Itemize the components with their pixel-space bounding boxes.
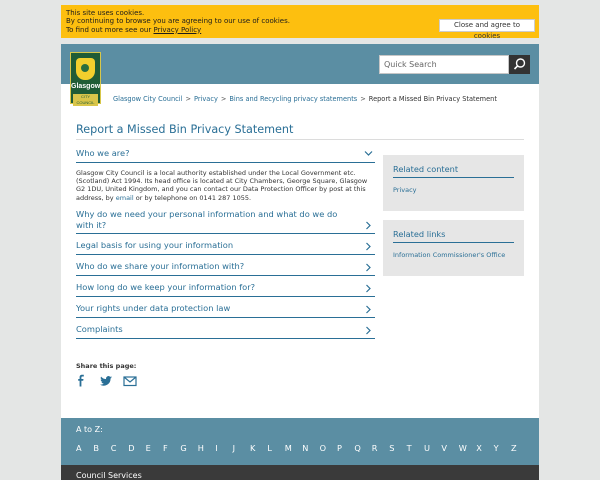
breadcrumb-separator: > — [220, 95, 227, 103]
related-links-box — [383, 220, 524, 276]
breadcrumb-separator: > — [185, 95, 191, 103]
glasgow-logo[interactable] — [70, 52, 101, 104]
atoz-letter-e[interactable]: E — [145, 443, 151, 453]
search-box — [379, 55, 509, 74]
chevron-right-icon — [364, 326, 373, 335]
related-content-box — [383, 155, 524, 211]
page-wrapper — [61, 44, 539, 480]
chevron-right-icon — [364, 221, 373, 230]
breadcrumb-privacy[interactable]: Privacy — [193, 95, 218, 103]
breadcrumb — [113, 95, 497, 103]
who-we-are-text-end: or by telephone on 0141 287 1055. — [135, 193, 252, 202]
atoz-letter-q[interactable]: Q — [354, 443, 361, 453]
accordion-rights[interactable] — [76, 303, 375, 318]
email-link[interactable]: email — [115, 193, 134, 202]
related-content-heading: Related content — [393, 164, 514, 178]
breadcrumb-bins[interactable]: Bins and Recycling privacy statements — [229, 95, 358, 103]
cookie-text-1: This site uses cookies. — [66, 9, 145, 17]
chevron-right-icon — [364, 263, 373, 272]
atoz-letter-r[interactable]: R — [371, 443, 378, 453]
council-services-footer — [61, 465, 539, 480]
atoz-letter-c[interactable]: C — [110, 443, 117, 453]
atoz-letter-f[interactable]: F — [163, 443, 168, 453]
atoz-letter-z[interactable]: Z — [511, 443, 517, 453]
atoz-letter-o[interactable]: O — [319, 443, 327, 453]
share-label: Share this page: — [76, 362, 137, 370]
search-input[interactable] — [380, 56, 508, 73]
atoz-letter-v[interactable]: V — [441, 443, 447, 453]
cookie-banner — [61, 5, 539, 38]
accordion-label: Who we are? — [76, 148, 130, 158]
atoz-footer — [61, 418, 539, 468]
atoz-letter-s[interactable]: S — [389, 443, 395, 453]
atoz-letter-a[interactable]: A — [76, 443, 82, 453]
accordion-why-we-need[interactable] — [76, 209, 375, 234]
related-links-link[interactable]: Information Commissioner's Office — [393, 251, 506, 259]
accordion-label: Who do we share your information with? — [76, 261, 245, 271]
breadcrumb-current: Report a Missed Bin Privacy Statement — [368, 95, 497, 103]
cookie-text-2: By continuing to browse you are agreeing to our use of cookies. — [66, 17, 290, 26]
title-divider — [76, 139, 524, 140]
crest-icon — [76, 58, 95, 80]
related-content-link[interactable]: Privacy — [393, 186, 417, 194]
page-title: Report a Missed Bin Privacy Statement — [76, 123, 294, 136]
email-icon[interactable] — [123, 374, 137, 388]
chevron-right-icon — [364, 242, 373, 251]
twitter-icon[interactable] — [99, 374, 113, 388]
atoz-letter-y[interactable]: Y — [493, 443, 499, 453]
logo-text: Glasgow — [71, 83, 101, 90]
chevron-right-icon — [364, 284, 373, 293]
search-button[interactable] — [509, 55, 530, 74]
search-icon — [509, 55, 530, 74]
atoz-letter-u[interactable]: U — [424, 443, 430, 453]
accordion-label: Your rights under data protection law — [76, 303, 231, 313]
chevron-down-icon — [364, 149, 373, 158]
atoz-letter-j[interactable]: J — [232, 443, 236, 453]
accordion-label: Legal basis for using your information — [76, 240, 234, 250]
accordion-share[interactable] — [76, 261, 375, 276]
chevron-right-icon — [364, 305, 373, 314]
privacy-policy-link[interactable]: Privacy Policy — [153, 25, 202, 34]
atoz-letter-m[interactable]: M — [284, 443, 292, 453]
accordion-label: Why do we need your personal information and what do we do with it? — [76, 209, 338, 230]
who-we-are-content — [76, 169, 374, 202]
atoz-letter-l[interactable]: L — [267, 443, 272, 453]
atoz-letter-k[interactable]: K — [250, 443, 256, 453]
facebook-icon[interactable] — [74, 374, 88, 388]
atoz-letter-i[interactable]: I — [215, 443, 218, 453]
site-header — [61, 44, 539, 84]
atoz-letter-p[interactable]: P — [337, 443, 342, 453]
atoz-letter-g[interactable]: G — [180, 443, 187, 453]
atoz-letter-n[interactable]: N — [302, 443, 309, 453]
cookie-text-prefix: To find out more see our — [66, 25, 152, 34]
accordion-label: Complaints — [76, 324, 123, 334]
accordion-who-we-are[interactable] — [76, 148, 375, 163]
council-services-heading: Council Services — [76, 471, 142, 480]
accordion-complaints[interactable] — [76, 324, 375, 339]
atoz-letter-w[interactable]: W — [458, 443, 467, 453]
accordion-how-long[interactable] — [76, 282, 375, 297]
related-links-heading: Related links — [393, 229, 514, 243]
atoz-label: A to Z: — [76, 425, 103, 434]
breadcrumb-home[interactable]: Glasgow City Council — [113, 95, 183, 103]
atoz-letter-x[interactable]: X — [476, 443, 482, 453]
who-we-are-text: Glasgow City Council is a local authority established under the Local Government etc. (Scotland) Act 1994. Its head office is located at City Chambers, George Square, Glasgow G2 1DU, United Kingdom, and you can contact our Data Protection Officer by post at this address, by — [76, 169, 368, 202]
breadcrumb-separator: > — [360, 95, 366, 103]
atoz-letter-b[interactable]: B — [93, 443, 100, 453]
logo-subtext: CITY COUNCIL — [73, 94, 98, 106]
atoz-letter-d[interactable]: D — [128, 443, 135, 453]
atoz-letter-t[interactable]: T — [406, 443, 412, 453]
accordion-label: How long do we keep your information for? — [76, 282, 256, 292]
close-cookies-button[interactable]: Close and agree to cookies — [439, 19, 535, 32]
accordion-legal-basis[interactable] — [76, 240, 375, 255]
atoz-letter-h[interactable]: H — [197, 443, 204, 453]
